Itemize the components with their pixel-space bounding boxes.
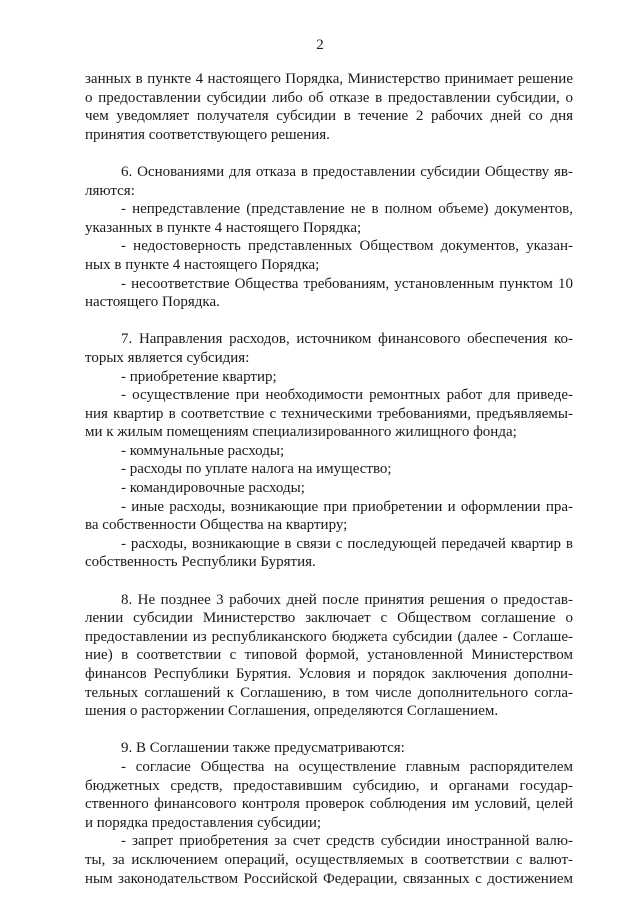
text-line: тельных соглашений к Соглашению, в том числе дополнительного согла- xyxy=(85,684,573,701)
paragraph xyxy=(85,739,573,888)
text-line: - запрет приобретения за счет средств субсидии иностранной валю- xyxy=(121,833,573,850)
text-line: - согласие Общества на осуществление главным распорядителем xyxy=(121,758,573,775)
text-line: - расходы, возникающие в связи с последующей передачей квартир в xyxy=(121,535,573,552)
text-line: предоставлении из республиканского бюджета субсидии (далее - Соглаше- xyxy=(85,628,573,645)
text-line: шения о расторжении Соглашения, определяются Соглашением. xyxy=(85,703,499,720)
text-line: финансов Республики Бурятия. Условия и порядок заключения дополни- xyxy=(85,666,573,682)
text-line: 9. В Соглашении также предусматриваются: xyxy=(121,740,405,757)
paragraph xyxy=(85,70,573,144)
text-line: - недостоверность представленных Обществом документов, указан- xyxy=(121,238,573,255)
text-line: 7. Направления расходов, источником финансового обеспечения ко- xyxy=(121,331,573,348)
text-line: ние) в соответствии с типовой формой, установленной Министерством xyxy=(85,647,573,664)
text-line: указанных в пункте 4 настоящего Порядка; xyxy=(85,219,362,236)
text-line: ния квартир в соответствие с техническими требованиями, предъявляемы- xyxy=(85,405,573,422)
text-line: о предоставлении субсидии либо об отказе в предоставлении субсидии, о xyxy=(85,89,573,106)
text-line: ми к жилым помещениям специализированного жилищного фонда; xyxy=(85,424,517,441)
paragraph xyxy=(85,591,573,721)
text-line: - командировочные расходы; xyxy=(121,480,305,497)
text-line: принятия соответствующего решения. xyxy=(85,126,330,143)
text-line: - непредставление (представление не в полном объеме) документов, xyxy=(121,201,573,218)
text-line: ты, за исключением операций, осуществляемых в соответствии с валют- xyxy=(85,851,573,868)
text-line: собственность Республики Бурятия. xyxy=(85,554,316,571)
text-line: ным законодательством Российской Федерации, связанных с достижением xyxy=(85,870,573,887)
text-line: - несоответствие Общества требованиям, установленным пунктом 10 xyxy=(121,275,573,292)
text-line: лении субсидии Министерство заключает с Обществом соглашение о xyxy=(85,610,573,627)
text-line: и порядка предоставления субсидии; xyxy=(85,814,322,831)
text-line: бюджетных средств, предоставившим субсидию, и органами государ- xyxy=(85,777,573,794)
text-line: ляются: xyxy=(85,182,135,199)
text-line: торых является субсидия: xyxy=(85,349,250,366)
document-body xyxy=(85,70,573,907)
page-number: 2 xyxy=(316,37,324,53)
text-line: 6. Основаниями для отказа в предоставлении субсидии Обществу яв- xyxy=(121,163,573,180)
text-line: - расходы по уплате налога на имущество; xyxy=(121,461,392,478)
text-line: 8. Не позднее 3 рабочих дней после принятия решения о предостав- xyxy=(121,591,573,608)
text-line: занных в пункте 4 настоящего Порядка, Министерство принимает решение xyxy=(85,71,573,87)
text-line: - иные расходы, возникающие при приобретении и оформлении пра- xyxy=(121,498,573,515)
text-line: ва собственности Общества на квартиру; xyxy=(85,517,348,534)
text-line: ных в пункте 4 настоящего Порядка; xyxy=(85,256,320,273)
paragraph xyxy=(85,330,573,572)
text-line: настоящего Порядка. xyxy=(85,294,220,311)
text-line: - осуществление при необходимости ремонтных работ для приведе- xyxy=(121,387,573,404)
text-line: - приобретение квартир; xyxy=(121,368,277,385)
text-line: чем уведомляет получателя субсидии в течение 2 рабочих дней со дня xyxy=(85,108,573,125)
paragraph xyxy=(85,163,573,312)
text-line: ственного финансового контроля проверок соблюдения им условий, целей xyxy=(85,796,573,813)
text-line: - коммунальные расходы; xyxy=(121,442,285,459)
